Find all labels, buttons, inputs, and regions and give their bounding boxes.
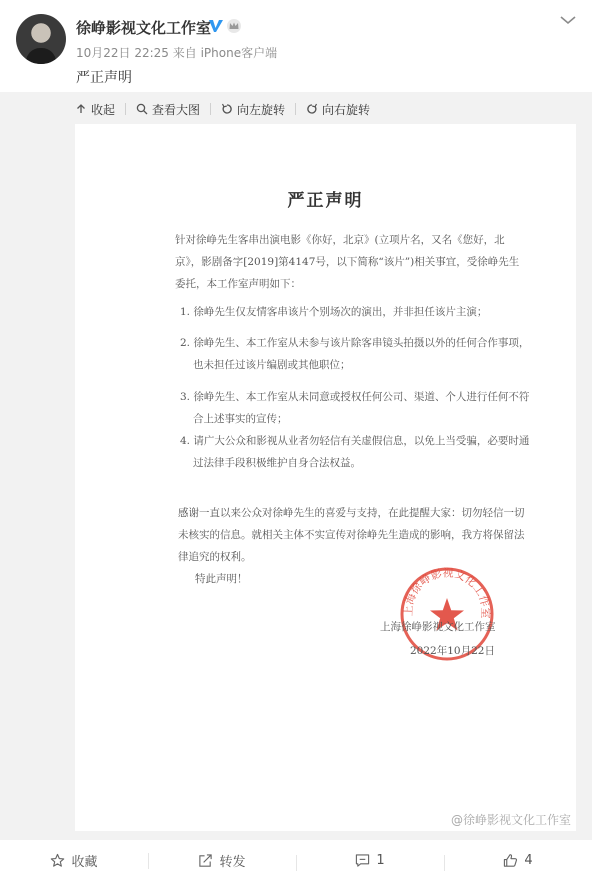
document-title: 严正声明 [287,191,364,211]
chevron-down-icon[interactable] [558,12,578,28]
view-large-button[interactable] [136,101,200,118]
post-header [0,0,592,92]
collapse-button[interactable] [75,101,115,118]
media-area [0,92,592,840]
search-icon [136,103,148,115]
verified-icon [208,18,224,34]
rotate-right-button[interactable] [306,101,370,118]
rotate-left-icon [221,103,233,115]
collapse-icon [75,103,87,115]
divider [295,103,296,115]
post-text: 严正声明 [76,70,132,86]
favorite-button[interactable] [0,851,148,870]
document-signature: 上海徐峥影视文化工作室 [380,621,496,633]
comment-button[interactable] [296,853,444,868]
rotate-left-label: 向左旋转 [237,102,286,117]
repost-label: 转发 [219,855,246,870]
favorite-label: 收藏 [71,855,98,870]
share-icon [198,853,213,868]
statement-item: 2. 徐峥先生、本工作室从未参与该片除客串镜头拍摄以外的任何合作事项，也未担任过该片编剧或其他职位； [180,337,530,371]
view-large-label: 查看大图 [152,102,201,117]
crown-icon [226,18,242,34]
thumbs-up-icon [503,853,518,868]
collapse-label: 收起 [91,102,116,117]
comment-icon [355,853,370,868]
image-watermark: @徐峥影视文化工作室 [450,813,571,827]
statement-item: 3. 徐峥先生、本工作室从未同意或授权任何公司、渠道、个人进行任何不符合上述事实的宣传； [180,391,530,425]
statement-item: 1. 徐峥先生仅友情客串该片个别场次的演出，并非担任该片主演； [180,306,488,318]
like-button[interactable] [444,853,592,868]
svg-text:上海徐峥影视文化工作室: 上海徐峥影视文化工作室 [401,566,493,619]
image-toolbar [75,100,370,118]
author-name[interactable]: 徐峥影视文化工作室 [76,19,212,37]
action-bar [0,844,592,877]
divider [125,103,126,115]
document-date: 2022年10月22日 [410,645,495,657]
like-count: 4 [524,853,533,868]
rotate-left-button[interactable] [221,101,285,118]
statement-image[interactable] [75,124,576,831]
rotate-right-label: 向右旋转 [322,102,371,117]
rotate-right-icon [306,103,318,115]
star-icon [50,853,65,868]
document-intro: 针对徐峥先生客串出演电影《你好，北京》(立项片名，又名《您好，北京》，影剧备字[2019]第4147号，以下简称“该片”)相关事宜，受徐峥先生委托，本工作室声明如下： [175,234,520,290]
avatar[interactable] [16,14,66,64]
repost-button[interactable] [148,851,296,870]
comment-count: 1 [376,853,385,868]
document-thanks: 感谢一直以来公众对徐峥先生的喜爱与支持，在此提醒大家：切勿轻信一切未核实的信息。就相关主体不实宣传对徐峥先生造成的影响，我方将保留法律追究的权利。 [178,507,525,563]
statement-item: 4. 请广大公众和影视从业者勿轻信有关虚假信息，以免上当受骗，必要时通过法律手段积极维护自身合法权益。 [180,435,530,469]
divider [210,103,211,115]
document-closing: 特此声明！ [195,573,248,585]
post-meta: 10月22日 22:25 来自 iPhone客户端 [76,46,278,60]
